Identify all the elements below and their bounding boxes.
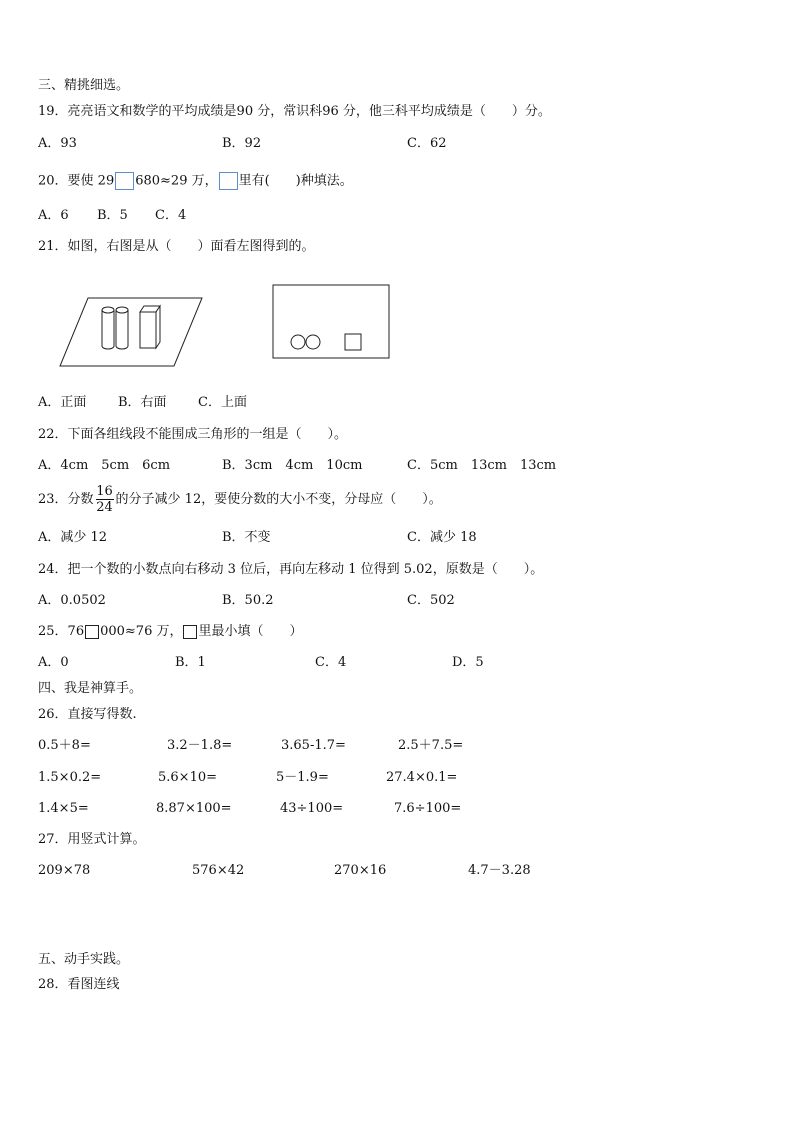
q24-option-b: B．50.2 <box>222 593 274 608</box>
q20-option-b: B．5 <box>97 208 128 223</box>
q24-option-c: C．502 <box>407 593 455 608</box>
view-figure <box>272 284 392 360</box>
calc-item: 2.5＋7.5= <box>398 738 464 753</box>
question-27: 27．用竖式计算。 <box>38 832 146 847</box>
q20-text-1: 20．要使 29 <box>38 173 115 189</box>
question-28: 28．看图连线 <box>38 977 120 992</box>
q19-option-c: C．62 <box>407 136 447 151</box>
q25-option-d: D．5 <box>452 655 484 670</box>
fraction-numerator: 16 <box>96 484 113 499</box>
vertical-calc-item: 4.7－3.28 <box>468 863 531 878</box>
calc-item: 1.5×0.2= <box>38 770 102 785</box>
q25-option-c: C．4 <box>315 655 347 670</box>
q25-option-b: B．1 <box>175 655 206 670</box>
q23-option-a: A．减少 12 <box>38 530 108 545</box>
vertical-calc-item: 209×78 <box>38 863 91 878</box>
calc-item: 3.2－1.8= <box>167 738 233 753</box>
calc-item: 5－1.9= <box>276 770 329 785</box>
section-title: 三、精挑细选。 <box>38 78 130 93</box>
question-21: 21．如图，右图是从（ ）面看左图得到的。 <box>38 239 315 254</box>
q25-option-a: A．0 <box>38 655 69 670</box>
q21-option-b: B．右面 <box>118 395 167 410</box>
vertical-calc-item: 576×42 <box>192 863 245 878</box>
fraction <box>96 484 114 515</box>
q23-text-1: 23．分数 <box>38 492 94 507</box>
q19-option-b: B．92 <box>222 136 262 151</box>
blank-box <box>219 172 238 190</box>
calc-item: 27.4×0.1= <box>386 770 458 785</box>
vertical-calc-item: 270×16 <box>334 863 387 878</box>
q25-text-2: 000≈76 万， <box>100 624 183 639</box>
q23-option-c: C．减少 18 <box>407 530 477 545</box>
q21-option-c: C．上面 <box>198 395 247 410</box>
calc-item: 5.6×10= <box>158 770 218 785</box>
question-23 <box>38 484 442 516</box>
fraction-denominator: 24 <box>96 500 113 515</box>
q25-text-3: 里最小填（ ） <box>198 624 303 639</box>
calc-item: 7.6÷100= <box>394 801 462 816</box>
q22-option-a: A．4cm 5cm 6cm <box>38 458 171 473</box>
q20-option-a: A．6 <box>38 208 69 223</box>
solids-figure <box>56 290 206 370</box>
question-19: 19．亮亮语文和数学的平均成绩是90 分，常识科96 分，他三科平均成绩是（ ）分。 <box>38 104 551 119</box>
q24-option-a: A．0.0502 <box>38 593 106 608</box>
calc-item: 1.4×5= <box>38 801 89 816</box>
q22-option-c: C．5cm 13cm 13cm <box>407 458 557 473</box>
q25-text-1: 25．76 <box>38 624 85 639</box>
calc-item: 8.87×100= <box>156 801 232 816</box>
q19-option-a: A．93 <box>38 136 77 151</box>
blank-box <box>85 625 99 639</box>
q22-option-b: B．3cm 4cm 10cm <box>222 458 363 473</box>
q23-text-2: 的分子减少 12，要使分数的大小不变，分母应（ ）。 <box>115 492 442 507</box>
calc-item: 0.5＋8= <box>38 738 91 753</box>
calc-item: 43÷100= <box>280 801 344 816</box>
question-20 <box>38 172 353 190</box>
question-26: 26．直接写得数. <box>38 707 137 722</box>
q20-option-c: C．4 <box>155 208 187 223</box>
blank-box <box>115 172 134 190</box>
section-title: 五、动手实践。 <box>38 952 130 967</box>
section-title: 四、我是神算手。 <box>38 681 143 696</box>
question-22: 22．下面各组线段不能围成三角形的一组是（ ）。 <box>38 427 348 442</box>
q23-option-b: B．不变 <box>222 530 271 545</box>
question-24: 24．把一个数的小数点向右移动 3 位后，再向左移动 1 位得到 5.02，原数是（ ）。 <box>38 562 544 577</box>
calc-item: 3.65-1.7= <box>281 738 346 753</box>
question-25 <box>38 624 303 640</box>
q20-text-3: 里有( )种填法。 <box>238 173 353 189</box>
blank-box <box>183 625 197 639</box>
q21-option-a: A．正面 <box>38 395 87 410</box>
q20-text-2: 680≈29 万， <box>135 173 218 189</box>
